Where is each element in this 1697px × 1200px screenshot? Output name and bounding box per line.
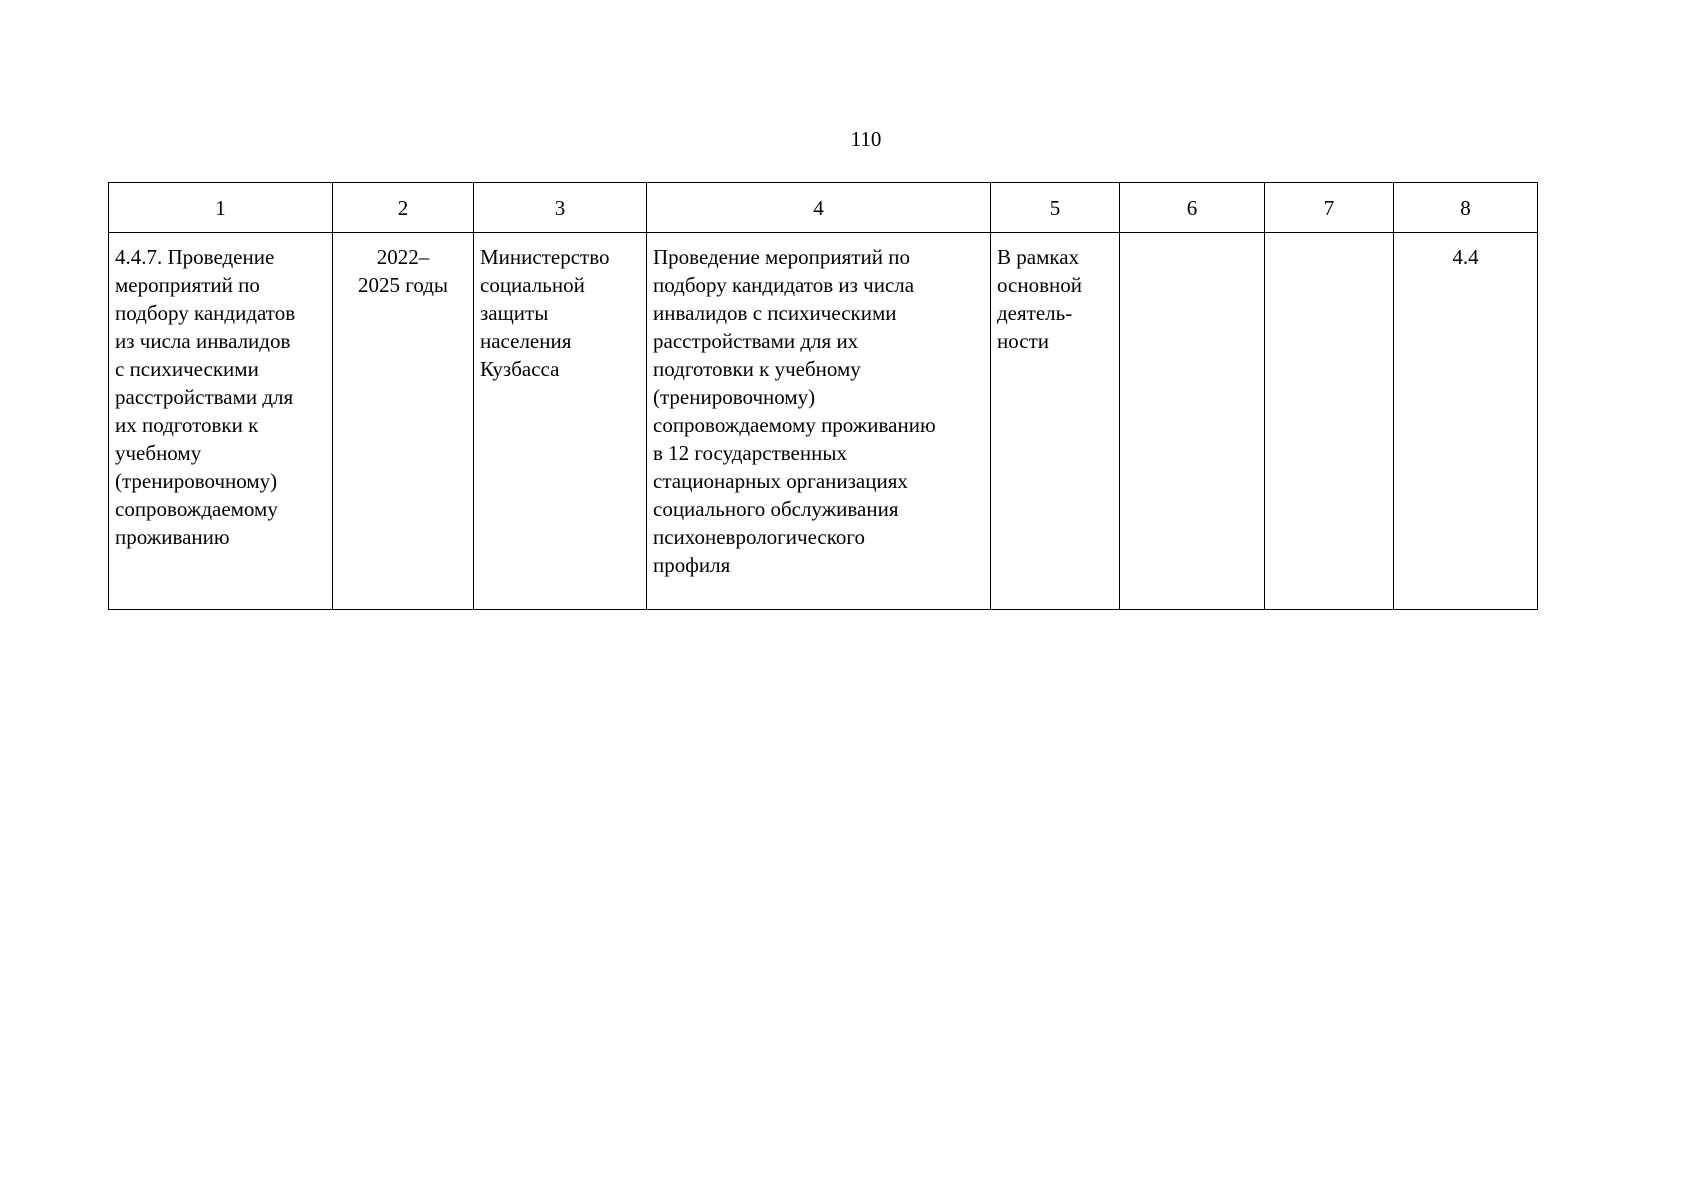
- column-header-3: 3: [474, 183, 647, 233]
- page-number: 110: [850, 127, 882, 151]
- column-header-5: 5: [991, 183, 1120, 233]
- column-6-cell: [1120, 233, 1265, 610]
- measure-name-text: 4.4.7. Проведение мероприятий по подбору кандидатов из числа инвалидов с психическими расстройствами для их подготовки к учебному (тренировочному) сопровождаемому проживанию: [115, 245, 296, 549]
- indicator-text: 4.4: [1452, 245, 1479, 269]
- period-cell: [333, 233, 474, 610]
- column-header-1: 1: [109, 183, 333, 233]
- table-header-row: [109, 183, 1538, 233]
- program-table: [108, 182, 1538, 610]
- funding-cell: [991, 233, 1120, 610]
- executor-text: Министерство социальной защиты населения Кузбасса: [480, 245, 610, 381]
- table-row: [109, 233, 1538, 610]
- column-header-4: 4: [647, 183, 991, 233]
- description-text: Проведение мероприятий по подбору кандидатов из числа инвалидов с психическими расстройствами для их подготовки к учебному (тренировочному) сопровождаемому проживанию в 12 государственных стационарных организациях социального обслуживания психоневрологического профиля: [653, 245, 936, 577]
- column-header-2: 2: [333, 183, 474, 233]
- description-cell: [647, 233, 991, 610]
- executor-cell: [474, 233, 647, 610]
- measure-name-cell: [109, 233, 333, 610]
- column-header-8: 8: [1394, 183, 1538, 233]
- column-7-cell: [1265, 233, 1394, 610]
- column-header-7: 7: [1265, 183, 1394, 233]
- indicator-cell: [1394, 233, 1538, 610]
- period-text: 2022– 2025 годы: [357, 245, 449, 297]
- funding-text: В рамках основной деятель- ности: [997, 245, 1082, 353]
- column-header-6: 6: [1120, 183, 1265, 233]
